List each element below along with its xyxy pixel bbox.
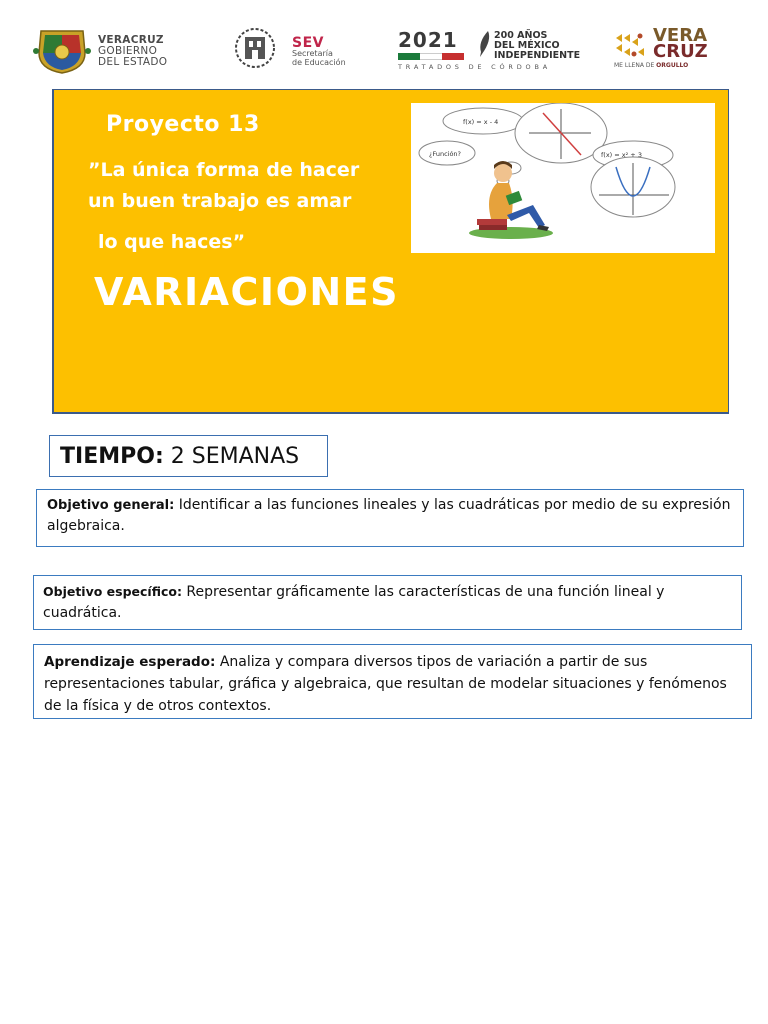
sev-line2: de Educación: [292, 57, 346, 67]
bicentenario-line3: INDEPENDIENTE: [494, 50, 581, 61]
quote-line-1: ”La única forma de hacer: [88, 159, 360, 181]
vera-word: VERA: [653, 25, 708, 46]
sev-line1: Secretaría: [292, 49, 333, 58]
quote-line-3: lo que haces”: [98, 231, 246, 253]
cruz-word: CRUZ: [653, 41, 708, 62]
objetivo-especifico-text: Representar gráficamente las características de una función lineal y cuadrática.: [43, 584, 665, 621]
objetivo-especifico-box: [33, 575, 742, 630]
bicentenario-line1: 200 AÑOS: [494, 30, 548, 41]
bicentenario-line2: DEL MÉXICO: [494, 40, 560, 51]
tiempo-box: [49, 435, 328, 477]
veracruz-text: VERACRUZ: [98, 34, 164, 46]
aprendizaje-esperado-text: Analiza y compara diversos tipos de variación a partir de sus representaciones tabular, gráfica y algebraica, que resultan de modelar situaciones y fenómenos de la física y de otros contextos.: [44, 654, 727, 714]
aprendizaje-esperado-label: Aprendizaje esperado:: [44, 654, 216, 670]
student-thinking-illustration: [411, 103, 715, 253]
objetivo-general-text: Identificar a las funciones lineales y las cuadráticas por medio de su expresión algebraica.: [47, 497, 731, 534]
bicentenario-text: [494, 31, 580, 61]
mexico-flag-icon: [398, 53, 464, 60]
logo-header: [0, 0, 768, 85]
quote-line-2: un buen trabajo es amar: [88, 190, 352, 212]
tagline-prefix: ME LLENA DE: [614, 62, 657, 69]
veracruz-brand-mark-icon: [614, 32, 646, 60]
project-number: Proyecto 13: [106, 112, 260, 137]
variaciones-title: VARIACIONES: [94, 270, 400, 314]
veracruz-seal-icon: [33, 27, 91, 75]
bubble-label-1: f(x) = x - 4: [463, 118, 499, 126]
tiempo-label: TIEMPO:: [60, 444, 164, 469]
veracruz-brand-logo: [653, 25, 708, 62]
sev-acronym: SEV: [292, 35, 324, 51]
bubble-label-2: ¿Función?: [429, 150, 461, 158]
aprendizaje-esperado-box: [33, 644, 752, 719]
gobierno-text: GOBIERNO: [98, 45, 158, 57]
bicentenario-year: 2021: [398, 28, 458, 52]
veracruz-gobierno-logo: [98, 35, 167, 68]
tiempo-value: 2 SEMANAS: [163, 444, 300, 469]
bubble-label-3: f(x) = x² + 3: [601, 151, 642, 159]
objetivo-general-box: [36, 489, 744, 547]
project-banner: [52, 89, 729, 414]
thinking-student-icon: [411, 103, 715, 253]
tagline-bold: ORGULLO: [656, 62, 689, 69]
quill-icon: [476, 30, 492, 58]
del-estado-text: DEL ESTADO: [98, 56, 168, 68]
sev-seal-icon: [228, 27, 282, 69]
sev-logo: [292, 36, 346, 67]
objetivo-general-label: Objetivo general:: [47, 498, 175, 513]
tratados-text: TRATADOS DE CÓRDOBA: [398, 63, 551, 71]
veracruz-tagline: [614, 62, 688, 69]
objetivo-especifico-label: Objetivo específico:: [43, 584, 182, 599]
